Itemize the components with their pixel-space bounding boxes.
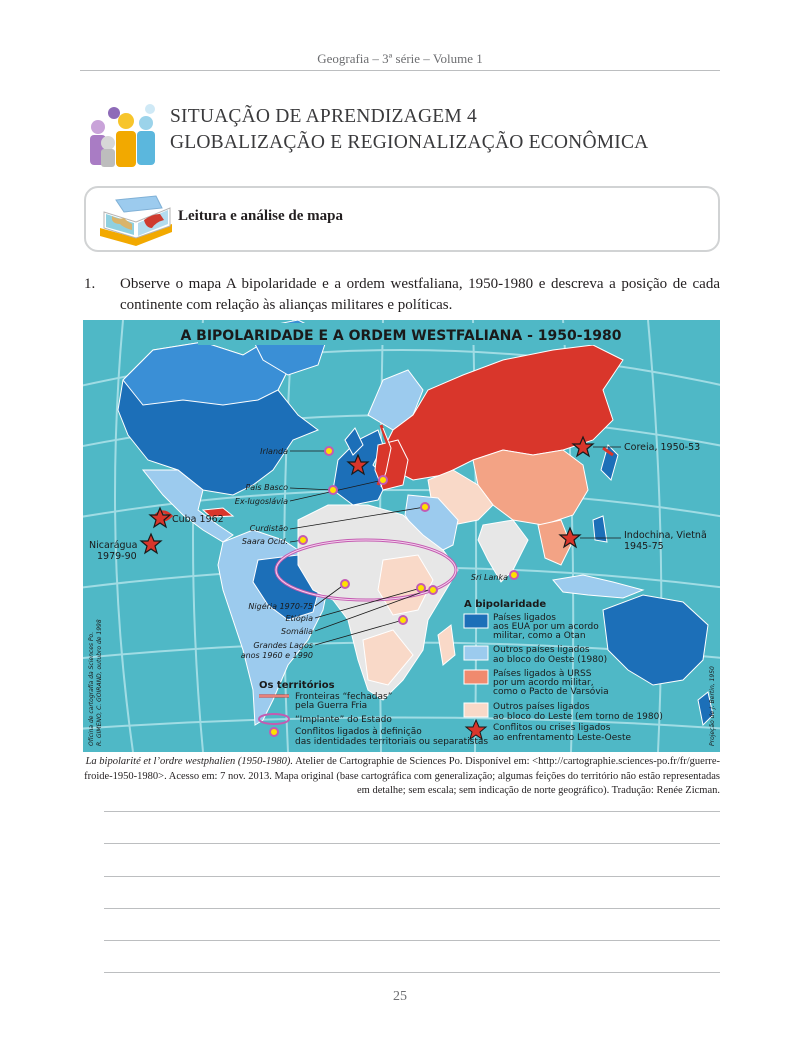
label-saara: Saara Ocid.: [241, 537, 288, 546]
legend-bipolarity-title: A bipolaridade: [464, 599, 547, 610]
legend-ussr-line3: como o Pacto de Varsóvia: [493, 687, 609, 697]
legend-dot-swatch: [270, 728, 278, 736]
question-number: 1.: [84, 276, 96, 292]
question-1: [84, 274, 720, 316]
legend-ussr-line2: por um acordo militar,: [493, 678, 594, 688]
question-text: Observe o mapa A bipolaridade e a ordem westfaliana, 1950-1980 e descreva a posição de cada continente com relação às alianças militares e políticas.: [120, 276, 720, 313]
label-irlanda: Irlanda: [260, 447, 288, 456]
legend-west-line1: Outros países ligados: [493, 645, 590, 655]
answer-line[interactable]: [104, 876, 720, 877]
star-icon-cuba: [150, 508, 170, 527]
map-title-bar: [180, 323, 621, 345]
label-etiopia: Etiópia: [285, 614, 313, 623]
conflict-dot-sri-lanka: [510, 571, 518, 579]
caption-text: Atelier de Cartographie de Sciences Po. Disponível em: <http://cartographie.sciences-po.fr/fr/guerre-froide-1950-1980>. Acesso em: 7 nov. 2013. Mapa original (base cartográfica com generalização; algumas feições do território não estão representadas em detalhe; sem escala; sem indicação de norte geográfico). Tradução: Renée Zicman.: [84, 756, 720, 796]
book-map-icon: [96, 194, 176, 246]
conflict-dot-irlanda: [325, 447, 333, 455]
map-credit-left-1: Oficina de cartografia da Sciences Po.: [88, 631, 95, 746]
people-icon: [84, 103, 162, 169]
conflict-dot-grandes-lagos: [399, 616, 407, 624]
label-somalia: Somália: [280, 627, 313, 636]
map-credit-left-2: R. GIMENO, C. GOIRAND, outubro de 1998: [96, 619, 103, 746]
japan-shape: [601, 445, 618, 480]
legend-territories-title: Os territórios: [259, 680, 335, 691]
label-grandes-lagos-1: Grandes Lagos: [253, 641, 313, 650]
label-grandes-lagos-2: anos 1960 e 1990: [240, 651, 313, 660]
legend-swatch-us: [464, 614, 488, 628]
legend-crisis-line2: ao enfrentamento Leste-Oeste: [493, 733, 632, 743]
legend-swatch-ussr: [464, 670, 488, 684]
australia-shape: [603, 595, 708, 685]
conflict-dot-pais-basco: [329, 486, 337, 494]
map-title: A BIPOLARIDADE E A ORDEM WESTFALIANA - 1950-1980: [180, 328, 622, 344]
legend-border-line2: pela Guerra Fria: [295, 701, 368, 711]
answer-line[interactable]: [104, 908, 720, 909]
legend-swatch-east: [464, 703, 488, 717]
label-nicaragua-2: 1979-90: [97, 551, 137, 562]
madagascar-shape: [438, 625, 455, 665]
legend-implant-line1: “Implante” do Estado: [295, 715, 392, 725]
legend-swatch-west: [464, 646, 488, 660]
label-curdistao: Curdistão: [249, 524, 288, 533]
label-sri-lanka: Sri Lanka: [470, 573, 508, 582]
map-credit-right: Projeção de J. Bertin, 1950: [709, 666, 716, 746]
conflict-dot-etiopia: [417, 584, 425, 592]
situation-title-line1: SITUAÇÃO DE APRENDIZAGEM 4: [170, 106, 477, 127]
china-shape: [473, 450, 588, 525]
legend-border-line1: Fronteiras “fechadas”: [295, 692, 393, 702]
legend-us-line2: aos EUA por um acordo: [493, 622, 599, 632]
caption-title: La bipolarité et l’ordre westphalien (1950-1980).: [85, 756, 294, 767]
conflict-dot-curdistao: [421, 503, 429, 511]
legend-crisis-line1: Conflitos ou crises ligados: [493, 723, 611, 733]
answer-line[interactable]: [104, 811, 720, 812]
legend-ussr-line1: Países ligados à URSS: [493, 669, 592, 679]
legend-us-line3: militar, como a Otan: [493, 631, 586, 641]
legend-east-line1: Outros países ligados: [493, 702, 590, 712]
conflict-dot-saara: [299, 536, 307, 544]
conflict-dot-iugoslavia: [379, 476, 387, 484]
situation-title-line2: GLOBALIZAÇÃO E REGIONALIZAÇÃO ECONÔMICA: [170, 132, 649, 153]
label-nigeria: Nigéria 1970-75: [248, 602, 313, 611]
legend-dot-line2: das identidades territoriais ou separatistas: [295, 737, 489, 747]
legend-west-line2: ao bloco do Oeste (1980): [493, 655, 608, 665]
legend-us-line1: Países ligados: [493, 613, 556, 623]
answer-line[interactable]: [104, 843, 720, 844]
star-icon-nicaragua: [141, 534, 161, 553]
page-number: 25: [393, 989, 407, 1004]
header-rule: [80, 70, 720, 71]
map-caption: [84, 755, 720, 799]
legend-dot-line1: Conflitos ligados à definição: [295, 727, 422, 737]
conflict-dot-nigeria: [341, 580, 349, 588]
legend-east-line2: ao bloco do Leste (em torno de 1980): [493, 712, 663, 722]
label-ex-iugoslavia: Ex-Iugoslávia: [234, 497, 288, 506]
running-head: Geografia – 3ª série – Volume 1: [317, 51, 483, 66]
situation-title: [170, 104, 648, 156]
section-label: Leitura e análise de mapa: [178, 208, 343, 224]
label-indochina-1: Indochina, Vietnã: [624, 530, 707, 541]
label-nicaragua-1: Nicarágua: [89, 540, 138, 551]
answer-line[interactable]: [104, 940, 720, 941]
bipolarity-map: [83, 320, 720, 752]
conflict-dot-somalia: [429, 586, 437, 594]
label-indochina-2: 1945-75: [624, 541, 664, 552]
label-cuba: Cuba 1962: [172, 514, 224, 525]
label-pais-basco: País Basco: [245, 483, 288, 492]
answer-line[interactable]: [104, 972, 720, 973]
label-coreia: Coreia, 1950-53: [624, 442, 701, 453]
